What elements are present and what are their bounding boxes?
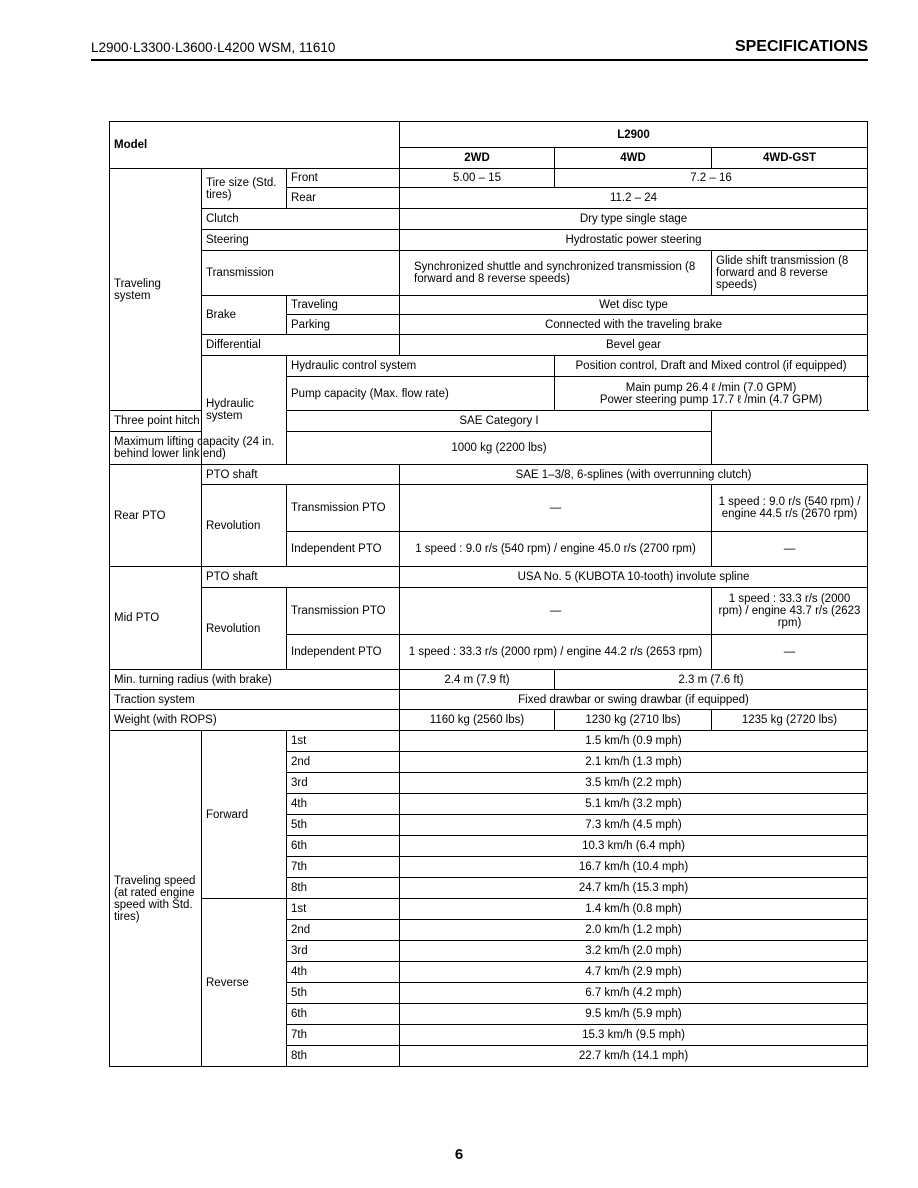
table-row	[110, 356, 868, 377]
value-reverse-speed: 6.7 km/h (4.2 mph)	[400, 983, 868, 1004]
row-label-pump-capacity: Pump capacity (Max. flow rate)	[287, 377, 555, 411]
model-label: Model	[110, 122, 400, 169]
value-differential: Bevel gear	[400, 335, 868, 356]
row-label-rear-pto-shaft: PTO shaft	[202, 465, 400, 485]
table-row	[110, 465, 868, 485]
value-traction-system: Fixed drawbar or swing drawbar (if equipped)	[400, 690, 868, 710]
table-row	[110, 899, 868, 920]
table-row	[110, 122, 868, 148]
gear-label: 7th	[287, 857, 400, 878]
gear-label: 8th	[287, 1046, 400, 1067]
value-reverse-speed: 9.5 km/h (5.9 mph)	[400, 1004, 868, 1025]
section-heading: SPECIFICATIONS	[734, 38, 868, 55]
table-row	[110, 670, 868, 690]
value-reverse-speed: 2.0 km/h (1.2 mph)	[400, 920, 868, 941]
value-front-4wd: 7.2 – 16	[555, 169, 868, 188]
value-reverse-speed: 22.7 km/h (14.1 mph)	[400, 1046, 868, 1067]
row-label-mid-independent-pto: Independent PTO	[287, 635, 400, 670]
table-row	[110, 209, 868, 230]
value-rear-pto-shaft: SAE 1–3/8, 6-splines (with overrunning clutch)	[400, 465, 868, 485]
gear-label: 1st	[287, 731, 400, 752]
value-forward-speed: 1.5 km/h (0.9 mph)	[400, 731, 868, 752]
group-label-traveling-speed: Traveling speed (at rated engine speed with Std. tires)	[110, 731, 202, 1067]
row-label-traction-system: Traction system	[110, 690, 400, 710]
table-row	[110, 169, 868, 188]
value-hydraulic-control: Position control, Draft and Mixed control (if equipped)	[555, 356, 868, 377]
value-forward-speed: 3.5 km/h (2.2 mph)	[400, 773, 868, 794]
value-weight-2wd: 1160 kg (2560 lbs)	[400, 710, 555, 731]
value-forward-speed: 2.1 km/h (1.3 mph)	[400, 752, 868, 773]
value-reverse-speed: 1.4 km/h (0.8 mph)	[400, 899, 868, 920]
row-label-weight: Weight (with ROPS)	[110, 710, 400, 731]
row-label-rear-independent-pto: Independent PTO	[287, 532, 400, 567]
table-row	[110, 731, 868, 752]
row-label-mid-transmission-pto: Transmission PTO	[287, 588, 400, 635]
column-header-4wd: 4WD	[555, 148, 712, 169]
value-forward-speed: 24.7 km/h (15.3 mph)	[400, 878, 868, 899]
table-row	[110, 432, 868, 465]
value-rear-independent-pto-gst: —	[712, 532, 868, 567]
row-label-rear-transmission-pto: Transmission PTO	[287, 485, 400, 532]
value-max-lifting-capacity: 1000 kg (2200 lbs)	[287, 432, 712, 465]
value-weight-4wd-gst: 1235 kg (2720 lbs)	[712, 710, 868, 731]
gear-label: 5th	[287, 983, 400, 1004]
group-label-rear-pto: Rear PTO	[110, 465, 202, 567]
gear-label: 6th	[287, 836, 400, 857]
value-mid-independent-pto-gst: —	[712, 635, 868, 670]
value-brake-parking: Connected with the traveling brake	[400, 315, 868, 335]
value-forward-speed: 16.7 km/h (10.4 mph)	[400, 857, 868, 878]
row-label-differential: Differential	[202, 335, 400, 356]
value-front-2wd: 5.00 – 15	[400, 169, 555, 188]
gear-label: 4th	[287, 794, 400, 815]
row-label-max-lifting-capacity: Maximum lifting capacity (24 in. behind lower link end)	[110, 432, 287, 465]
value-mid-transmission-pto: —	[400, 588, 712, 635]
gear-label: 3rd	[287, 773, 400, 794]
specifications-table	[109, 121, 868, 1067]
value-rear: 11.2 – 24	[400, 188, 868, 209]
row-label-brake-parking: Parking	[287, 315, 400, 335]
value-min-turning-2wd: 2.4 m (7.9 ft)	[400, 670, 555, 690]
gear-label: 6th	[287, 1004, 400, 1025]
value-rear-independent-pto: 1 speed : 9.0 r/s (540 rpm) / engine 45.0 r/s (2700 rpm)	[400, 532, 712, 567]
row-label-forward: Forward	[202, 731, 287, 899]
value-min-turning-4wd: 2.3 m (7.6 ft)	[555, 670, 868, 690]
value-power-steering-pump: Power steering pump 17.7 ℓ /min (4.7 GPM)	[599, 393, 823, 406]
table-row	[110, 690, 868, 710]
value-reverse-speed: 15.3 km/h (9.5 mph)	[400, 1025, 868, 1046]
value-weight-4wd: 1230 kg (2710 lbs)	[555, 710, 712, 731]
gear-label: 2nd	[287, 752, 400, 773]
gear-label: 4th	[287, 962, 400, 983]
value-brake-traveling: Wet disc type	[400, 296, 868, 315]
row-label-transmission: Transmission	[202, 251, 400, 296]
gear-label: 8th	[287, 878, 400, 899]
column-header-4wd-gst: 4WD-GST	[712, 148, 868, 169]
row-label-steering: Steering	[202, 230, 400, 251]
row-label-front: Front	[287, 169, 400, 188]
value-rear-transmission-pto-gst: 1 speed : 9.0 r/s (540 rpm) / engine 44.5 r/s (2670 rpm)	[712, 485, 868, 532]
header-divider	[91, 59, 868, 61]
value-forward-speed: 5.1 km/h (3.2 mph)	[400, 794, 868, 815]
value-forward-speed: 7.3 km/h (4.5 mph)	[400, 815, 868, 836]
group-label-hydraulic-system: Hydraulic system	[202, 356, 287, 465]
row-label-min-turning-radius: Min. turning radius (with brake)	[110, 670, 400, 690]
table-row	[110, 251, 868, 296]
row-label-rear: Rear	[287, 188, 400, 209]
value-transmission-gst: Glide shift transmission (8 forward and 8 reverse speeds)	[712, 251, 868, 296]
table-row	[110, 230, 868, 251]
value-mid-independent-pto: 1 speed : 33.3 r/s (2000 rpm) / engine 44.2 r/s (2653 rpm)	[400, 635, 712, 670]
row-label-mid-pto-shaft: PTO shaft	[202, 567, 400, 588]
page-number: 6	[454, 1146, 464, 1163]
value-reverse-speed: 4.7 km/h (2.9 mph)	[400, 962, 868, 983]
row-label-tire-size: Tire size (Std. tires)	[202, 169, 287, 209]
value-mid-pto-shaft: USA No. 5 (KUBOTA 10-tooth) involute spline	[400, 567, 868, 588]
row-label-clutch: Clutch	[202, 209, 400, 230]
value-forward-speed: 10.3 km/h (6.4 mph)	[400, 836, 868, 857]
gear-label: 5th	[287, 815, 400, 836]
value-reverse-speed: 3.2 km/h (2.0 mph)	[400, 941, 868, 962]
group-label-mid-pto: Mid PTO	[110, 567, 202, 670]
table-row	[110, 335, 868, 356]
group-label-traveling-system: Traveling system	[110, 169, 202, 411]
gear-label: 2nd	[287, 920, 400, 941]
row-label-mid-revolution: Revolution	[202, 588, 287, 670]
model-name: L2900	[400, 122, 868, 148]
table-row	[110, 588, 868, 635]
value-clutch: Dry type single stage	[400, 209, 868, 230]
value-steering: Hydrostatic power steering	[400, 230, 868, 251]
table-row	[110, 710, 868, 731]
gear-label: 3rd	[287, 941, 400, 962]
gear-label: 1st	[287, 899, 400, 920]
document-header-title: L2900·L3300·L3600·L4200 WSM, 11610	[91, 40, 336, 55]
row-label-three-point-hitch: Three point hitch	[110, 411, 287, 432]
value-main-pump: Main pump 26.4 ℓ /min (7.0 GPM)	[625, 381, 797, 394]
value-rear-transmission-pto: —	[400, 485, 712, 532]
value-pump-capacity	[555, 377, 868, 411]
row-label-hydraulic-control: Hydraulic control system	[287, 356, 555, 377]
row-label-reverse: Reverse	[202, 899, 287, 1067]
gear-label: 7th	[287, 1025, 400, 1046]
value-mid-transmission-pto-gst: 1 speed : 33.3 r/s (2000 rpm) / engine 43.7 r/s (2623 rpm)	[712, 588, 868, 635]
value-transmission: Synchronized shuttle and synchronized transmission (8 forward and 8 reverse speeds)	[400, 251, 712, 296]
table-row	[110, 296, 868, 315]
value-three-point-hitch: SAE Category I	[287, 411, 712, 432]
row-label-rear-revolution: Revolution	[202, 485, 287, 567]
row-label-brake: Brake	[202, 296, 287, 335]
table-row	[110, 567, 868, 588]
table-row	[110, 485, 868, 532]
column-header-2wd: 2WD	[400, 148, 555, 169]
row-label-brake-traveling: Traveling	[287, 296, 400, 315]
